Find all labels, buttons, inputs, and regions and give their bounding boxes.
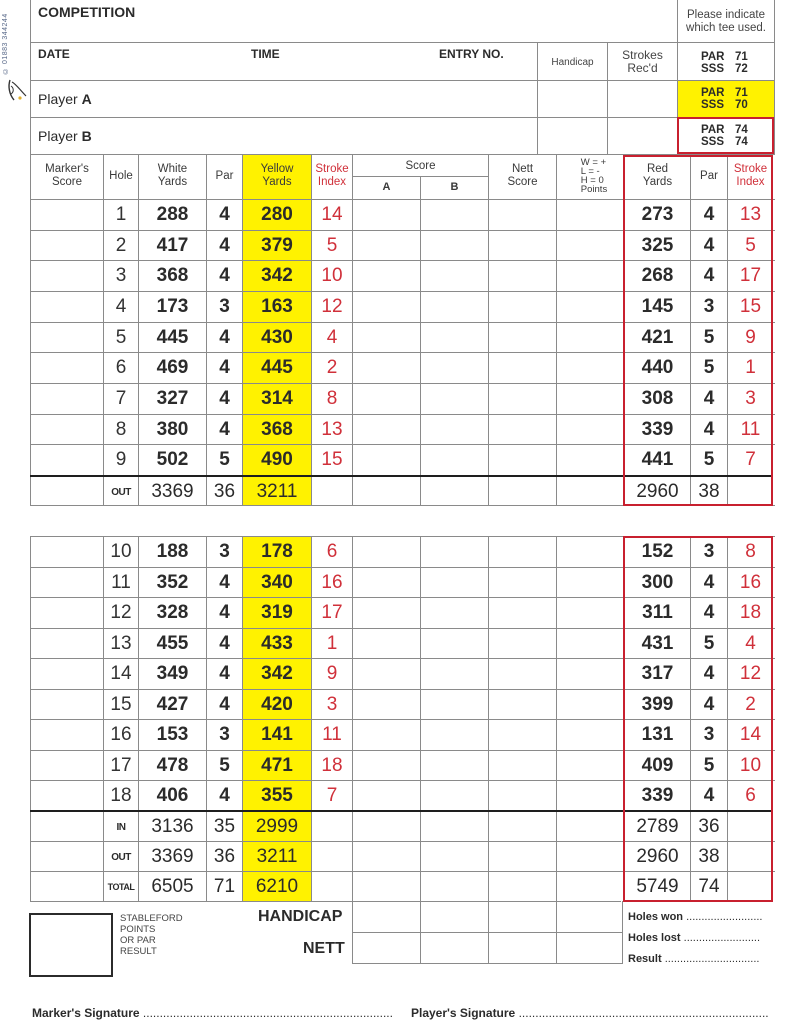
par: 4 xyxy=(219,327,230,348)
nett-score-cell[interactable] xyxy=(489,261,556,290)
score-b-cell[interactable] xyxy=(421,292,488,321)
score-b-cell[interactable] xyxy=(421,690,488,719)
col-score: Score xyxy=(405,159,436,172)
hole-number: 15 xyxy=(110,694,132,715)
score-b-cell[interactable] xyxy=(421,781,488,810)
col-white-yards: White Yards xyxy=(157,163,188,188)
yellow-yards: 471 xyxy=(261,755,293,776)
score-a-cell[interactable] xyxy=(353,659,420,688)
col-hole: Hole xyxy=(109,169,133,182)
red-yards: 152 xyxy=(641,541,674,562)
red-par: 4 xyxy=(703,419,715,440)
red-par: 4 xyxy=(703,388,715,409)
white-yards: 427 xyxy=(156,694,189,715)
strokes-received-label: Strokes Rec'd xyxy=(622,48,663,75)
total-red-yards: 2789 xyxy=(636,816,679,837)
score-a-cell[interactable] xyxy=(353,292,420,321)
col-score-a: A xyxy=(382,180,391,193)
markers-score-cell[interactable] xyxy=(31,720,103,749)
points-cell[interactable] xyxy=(557,598,623,627)
hole-number: 5 xyxy=(115,327,127,348)
white-yards: 173 xyxy=(156,296,189,317)
time-label: TIME xyxy=(251,47,280,61)
red-par: 4 xyxy=(703,235,715,256)
nett-total-field[interactable] xyxy=(353,933,621,963)
stroke-index: 13 xyxy=(321,419,343,440)
hole-number: 12 xyxy=(110,602,132,623)
points-cell[interactable] xyxy=(557,445,623,474)
white-yards: 328 xyxy=(156,602,189,623)
points-cell[interactable] xyxy=(557,690,623,719)
points-cell[interactable] xyxy=(557,751,623,780)
red-yards: 268 xyxy=(641,265,674,286)
par: 4 xyxy=(219,572,230,593)
red-yards: 339 xyxy=(641,419,674,440)
markers-score-cell[interactable] xyxy=(31,629,103,658)
col-stroke-index: Stroke Index xyxy=(315,163,349,188)
red-yards: 409 xyxy=(641,755,674,776)
total-par: 35 xyxy=(213,816,236,837)
yellow-yards: 379 xyxy=(261,235,293,256)
markers-score-cell[interactable] xyxy=(31,568,103,597)
points-cell[interactable] xyxy=(557,231,623,260)
white-yards: 327 xyxy=(156,388,189,409)
score-a-cell[interactable] xyxy=(353,261,420,290)
result-field[interactable]: Result ............................... xyxy=(628,953,760,965)
red-par: 5 xyxy=(703,755,715,776)
holes-won-field[interactable]: Holes won ......................... xyxy=(628,911,763,923)
totals-label: TOTAL xyxy=(107,882,135,892)
score-a-cell[interactable] xyxy=(353,415,420,444)
totals-label: IN xyxy=(116,821,126,833)
yellow-yards: 342 xyxy=(261,265,293,286)
score-a-cell[interactable] xyxy=(353,445,420,474)
nett-score-cell[interactable] xyxy=(489,659,556,688)
red-stroke-index: 2 xyxy=(745,694,756,715)
red-stroke-index: 14 xyxy=(739,724,762,745)
total-par: 36 xyxy=(213,846,236,867)
red-yards: 311 xyxy=(642,602,673,623)
stroke-index: 10 xyxy=(321,265,343,286)
hole-number: 8 xyxy=(115,419,127,440)
points-cell[interactable] xyxy=(557,568,623,597)
red-stroke-index: 10 xyxy=(739,755,762,776)
stroke-index: 8 xyxy=(326,388,338,409)
hole-number: 10 xyxy=(110,541,132,562)
red-par: 5 xyxy=(703,357,715,378)
yellow-yards: 163 xyxy=(261,296,293,317)
red-stroke-index: 7 xyxy=(745,449,756,470)
hole-number: 3 xyxy=(115,265,127,286)
player-b-label: Player B xyxy=(38,128,92,144)
stroke-index: 4 xyxy=(326,327,338,348)
player-b-name-field[interactable] xyxy=(100,118,536,154)
handicap-label: Handicap xyxy=(551,57,594,68)
nett-score-cell[interactable] xyxy=(489,690,556,719)
points-cell[interactable] xyxy=(557,200,623,229)
yellow-yards: 178 xyxy=(261,541,293,562)
par: 4 xyxy=(219,602,230,623)
red-yards: 421 xyxy=(641,327,674,348)
score-b-cell[interactable] xyxy=(421,231,488,260)
red-stroke-index: 9 xyxy=(745,327,756,348)
points-cell[interactable] xyxy=(557,537,623,566)
white-yards: 288 xyxy=(156,204,189,225)
markers-score-cell[interactable] xyxy=(31,323,103,352)
markers-score-cell[interactable] xyxy=(31,292,103,321)
yellow-yards: 445 xyxy=(261,357,293,378)
red-par: 4 xyxy=(703,265,715,286)
hole-number: 9 xyxy=(115,449,127,470)
yellow-yards: 141 xyxy=(261,724,293,745)
stroke-index: 5 xyxy=(326,235,338,256)
hole-number: 13 xyxy=(110,633,132,654)
nett-score-cell[interactable] xyxy=(489,568,556,597)
total-yellow-yards: 6210 xyxy=(255,876,299,897)
stroke-index: 12 xyxy=(321,296,343,317)
yellow-yards: 368 xyxy=(261,419,293,440)
yellow-yards: 433 xyxy=(261,633,293,654)
points-cell[interactable] xyxy=(557,323,623,352)
points-cell[interactable] xyxy=(557,659,623,688)
par: 4 xyxy=(219,388,230,409)
white-yards: 478 xyxy=(156,755,189,776)
score-a-cell[interactable] xyxy=(353,323,420,352)
hole-number: 7 xyxy=(115,388,127,409)
total-red-yards: 2960 xyxy=(636,846,679,867)
white-yards: 455 xyxy=(156,633,189,654)
yellow-yards: 280 xyxy=(261,204,293,225)
hole-number: 16 xyxy=(110,724,132,745)
players-signature-field[interactable]: Player's Signature ........................................................................... xyxy=(411,1006,769,1020)
score-b-cell[interactable] xyxy=(421,445,488,474)
par: 4 xyxy=(219,694,230,715)
markers-score-cell[interactable] xyxy=(31,353,103,382)
white-yards: 153 xyxy=(156,724,189,745)
score-a-cell[interactable] xyxy=(353,231,420,260)
red-par: 5 xyxy=(703,633,715,654)
col-markers-score: Marker's Score xyxy=(45,163,89,188)
date-label: DATE xyxy=(38,47,70,61)
yellow-yards: 314 xyxy=(261,388,293,409)
points-cell[interactable] xyxy=(557,384,623,413)
handicap-total-field[interactable] xyxy=(353,902,621,932)
score-b-cell[interactable] xyxy=(421,200,488,229)
white-yards: 417 xyxy=(156,235,189,256)
nett-score-cell[interactable] xyxy=(489,629,556,658)
yellow-yards: 319 xyxy=(261,602,293,623)
nett-score-cell[interactable] xyxy=(489,751,556,780)
hole-number: 11 xyxy=(111,572,131,593)
total-red-yards: 5749 xyxy=(636,876,679,897)
yellow-yards: 430 xyxy=(261,327,293,348)
points-cell[interactable] xyxy=(557,720,623,749)
nett-score-cell[interactable] xyxy=(489,323,556,352)
score-a-cell[interactable] xyxy=(353,690,420,719)
nett-score-cell[interactable] xyxy=(489,292,556,321)
col-score-b: B xyxy=(450,180,459,193)
white-yards: 445 xyxy=(156,327,189,348)
stroke-index: 1 xyxy=(326,633,338,654)
handicap-total-label: HANDICAP xyxy=(258,908,343,925)
red-yards: 273 xyxy=(641,204,674,225)
yellow-yards: 490 xyxy=(261,449,293,470)
par: 4 xyxy=(219,419,230,440)
competition-label: COMPETITION xyxy=(38,4,136,20)
nett-score-cell[interactable] xyxy=(489,537,556,566)
score-b-cell[interactable] xyxy=(421,415,488,444)
markers-score-cell[interactable] xyxy=(31,781,103,810)
red-par: 4 xyxy=(703,663,715,684)
red-yards: 431 xyxy=(641,633,674,654)
col-par: Par xyxy=(215,169,234,182)
markers-score-cell[interactable] xyxy=(31,445,103,474)
white-yards: 406 xyxy=(156,785,189,806)
nett-score-cell[interactable] xyxy=(489,598,556,627)
score-b-cell[interactable] xyxy=(421,751,488,780)
total-par: 71 xyxy=(213,876,236,897)
white-yards: 349 xyxy=(156,663,189,684)
white-yards: 469 xyxy=(156,357,189,378)
red-yards: 441 xyxy=(641,449,674,470)
par: 3 xyxy=(219,724,230,745)
markers-score-cell[interactable] xyxy=(31,200,103,229)
col-nett-score: Nett Score xyxy=(507,163,538,188)
total-yellow-yards: 3211 xyxy=(256,846,298,867)
total-white-yards: 3369 xyxy=(151,846,194,867)
nett-score-cell[interactable] xyxy=(489,384,556,413)
red-yards: 339 xyxy=(641,785,674,806)
score-b-cell[interactable] xyxy=(421,629,488,658)
par: 4 xyxy=(219,663,230,684)
score-a-cell[interactable] xyxy=(353,598,420,627)
col-red-stroke-index: Stroke Index xyxy=(733,163,768,188)
player-a-strokes-field[interactable] xyxy=(608,81,677,117)
red-par: 5 xyxy=(703,449,715,470)
red-par: 4 xyxy=(703,572,715,593)
yellow-yards: 340 xyxy=(261,572,293,593)
score-a-cell[interactable] xyxy=(353,720,420,749)
markers-score-cell[interactable] xyxy=(31,751,103,780)
markers-score-cell[interactable] xyxy=(31,659,103,688)
red-par: 4 xyxy=(703,785,715,806)
white-tee-option[interactable]: PAR 71 SSS 72 xyxy=(701,51,748,75)
totals-label: OUT xyxy=(111,851,131,863)
score-b-cell[interactable] xyxy=(421,537,488,566)
score-b-cell[interactable] xyxy=(421,353,488,382)
hole-number: 14 xyxy=(110,663,132,684)
stroke-index: 3 xyxy=(326,694,338,715)
par: 4 xyxy=(219,785,230,806)
red-yards: 300 xyxy=(641,572,674,593)
score-b-cell[interactable] xyxy=(421,323,488,352)
nett-score-cell[interactable] xyxy=(489,781,556,810)
red-yards: 308 xyxy=(641,388,674,409)
par: 3 xyxy=(219,296,230,317)
white-yards: 352 xyxy=(156,572,189,593)
white-yards: 380 xyxy=(156,419,189,440)
stroke-index: 11 xyxy=(322,724,342,745)
stroke-index: 14 xyxy=(321,204,343,225)
score-a-cell[interactable] xyxy=(353,568,420,597)
total-white-yards: 6505 xyxy=(151,876,194,897)
stableford-result-box[interactable] xyxy=(29,913,113,977)
red-stroke-index: 1 xyxy=(745,357,756,378)
red-yards: 399 xyxy=(641,694,674,715)
red-par: 3 xyxy=(703,296,715,317)
red-yards: 145 xyxy=(641,296,674,317)
red-yards: 325 xyxy=(641,235,674,256)
par: 5 xyxy=(219,755,230,776)
score-b-cell[interactable] xyxy=(421,598,488,627)
red-stroke-index: 3 xyxy=(745,388,756,409)
par: 3 xyxy=(219,541,230,562)
stroke-index: 18 xyxy=(321,755,343,776)
player-a-handicap-field[interactable] xyxy=(538,81,607,117)
markers-signature-field[interactable]: Marker's Signature ........................................................................... xyxy=(32,1006,393,1020)
white-yards: 188 xyxy=(156,541,189,562)
red-stroke-index: 13 xyxy=(739,204,762,225)
par: 4 xyxy=(219,357,230,378)
hole-number: 6 xyxy=(115,357,127,378)
red-tee-option[interactable]: PAR 74 SSS 74 xyxy=(701,124,748,148)
red-stroke-index: 18 xyxy=(739,602,762,623)
red-yards: 131 xyxy=(641,724,674,745)
col-red-par: Par xyxy=(700,169,718,182)
col-red-yards: Red Yards xyxy=(642,163,673,188)
hole-number: 18 xyxy=(110,785,132,806)
red-par: 5 xyxy=(703,327,715,348)
score-a-cell[interactable] xyxy=(353,781,420,810)
nett-score-cell[interactable] xyxy=(489,445,556,474)
stroke-index: 9 xyxy=(326,663,338,684)
hole-number: 2 xyxy=(115,235,127,256)
total-red-par: 74 xyxy=(698,876,720,897)
red-stroke-index: 12 xyxy=(739,663,762,684)
total-yellow-yards: 2999 xyxy=(255,816,299,837)
stroke-index: 6 xyxy=(326,541,338,562)
stroke-index: 16 xyxy=(321,572,343,593)
stroke-index: 17 xyxy=(321,602,343,623)
entry-no-label: ENTRY NO. xyxy=(439,47,504,61)
points-cell[interactable] xyxy=(557,415,623,444)
score-a-cell[interactable] xyxy=(353,629,420,658)
red-par: 3 xyxy=(703,724,715,745)
total-red-par: 36 xyxy=(698,816,720,837)
white-yards: 502 xyxy=(156,449,189,470)
score-b-cell[interactable] xyxy=(421,384,488,413)
markers-score-cell[interactable] xyxy=(31,537,103,566)
points-cell[interactable] xyxy=(557,261,623,290)
markers-score-cell[interactable] xyxy=(31,231,103,260)
col-points: W = + L = - H = 0 Points xyxy=(580,157,608,195)
yellow-tee-option[interactable]: PAR 71 SSS 70 xyxy=(701,87,748,111)
red-yards: 440 xyxy=(641,357,674,378)
red-par: 4 xyxy=(703,602,715,623)
nett-score-cell[interactable] xyxy=(489,200,556,229)
red-stroke-index: 11 xyxy=(740,419,761,440)
hole-number: 4 xyxy=(115,296,127,317)
points-cell[interactable] xyxy=(557,292,623,321)
stroke-index: 7 xyxy=(326,785,338,806)
red-stroke-index: 5 xyxy=(745,235,756,256)
stroke-index: 15 xyxy=(321,449,343,470)
tee-note: Please indicate which tee used. xyxy=(686,9,766,34)
score-a-cell[interactable] xyxy=(353,384,420,413)
player-b-strokes-field[interactable] xyxy=(608,118,677,154)
nett-score-cell[interactable] xyxy=(489,353,556,382)
points-cell[interactable] xyxy=(557,629,623,658)
golfer-logo-icon xyxy=(6,76,28,104)
par: 4 xyxy=(219,633,230,654)
player-a-name-field[interactable] xyxy=(100,81,536,117)
par: 5 xyxy=(219,449,230,470)
markers-score-cell[interactable] xyxy=(31,261,103,290)
nett-score-cell[interactable] xyxy=(489,720,556,749)
red-yards: 317 xyxy=(641,663,674,684)
white-yards: 368 xyxy=(156,265,189,286)
markers-score-cell[interactable] xyxy=(31,690,103,719)
total-white-yards: 3136 xyxy=(151,816,194,837)
stroke-index: 2 xyxy=(326,357,338,378)
yellow-yards: 420 xyxy=(261,694,293,715)
red-stroke-index: 15 xyxy=(739,296,762,317)
nett-score-cell[interactable] xyxy=(489,231,556,260)
red-par: 4 xyxy=(703,694,715,715)
stableford-label: STABLEFORD POINTS OR PAR RESULT xyxy=(120,913,183,957)
markers-score-cell[interactable] xyxy=(31,384,103,413)
score-b-cell[interactable] xyxy=(421,568,488,597)
red-stroke-index: 16 xyxy=(739,572,762,593)
total-red-par: 38 xyxy=(698,846,720,867)
phone-number: © 01883 344244 xyxy=(2,13,9,74)
hole-number: 1 xyxy=(115,204,127,225)
red-par: 3 xyxy=(703,541,715,562)
col-yellow-yards: Yellow Yards xyxy=(260,163,294,188)
par: 4 xyxy=(219,235,230,256)
score-a-cell[interactable] xyxy=(353,353,420,382)
markers-score-cell[interactable] xyxy=(31,598,103,627)
player-b-handicap-field[interactable] xyxy=(538,118,607,154)
score-a-cell[interactable] xyxy=(353,200,420,229)
nett-total-label: NETT xyxy=(303,940,345,957)
red-stroke-index: 17 xyxy=(739,265,762,286)
red-stroke-index: 6 xyxy=(745,785,756,806)
par: 4 xyxy=(219,204,230,225)
yellow-yards: 355 xyxy=(261,785,293,806)
hole-number: 17 xyxy=(110,755,132,776)
holes-lost-field[interactable]: Holes lost ......................... xyxy=(628,932,761,944)
score-b-cell[interactable] xyxy=(421,659,488,688)
red-stroke-index: 4 xyxy=(745,633,756,654)
points-cell[interactable] xyxy=(557,781,623,810)
score-b-cell[interactable] xyxy=(421,261,488,290)
nett-score-cell[interactable] xyxy=(489,415,556,444)
score-a-cell[interactable] xyxy=(353,751,420,780)
points-cell[interactable] xyxy=(557,353,623,382)
red-stroke-index: 8 xyxy=(745,541,756,562)
red-par: 4 xyxy=(703,204,715,225)
par: 4 xyxy=(219,265,230,286)
player-a-label: Player A xyxy=(38,91,92,107)
score-a-cell[interactable] xyxy=(353,537,420,566)
markers-score-cell[interactable] xyxy=(31,415,103,444)
score-b-cell[interactable] xyxy=(421,720,488,749)
yellow-yards: 342 xyxy=(261,663,293,684)
